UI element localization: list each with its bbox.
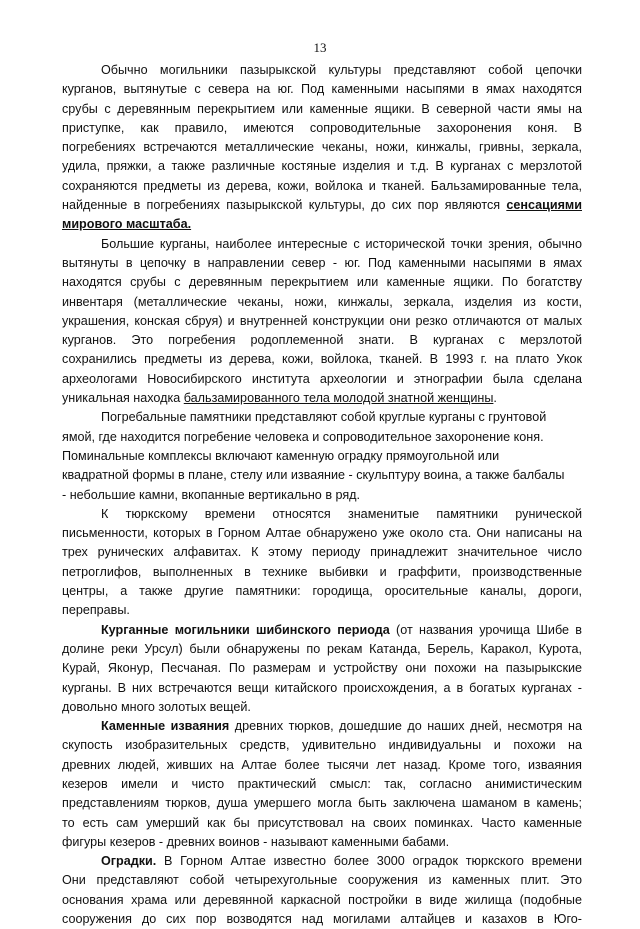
text-line: кезеров имели и чисто практический смысл: так, согласно анимистическим: [62, 776, 582, 791]
emphasis-mummy: бальзамированного тела молодой знатной женщины: [183, 391, 494, 406]
text-line: Курганные могильники шибинского периода (от названия урочища Шибе в: [101, 622, 582, 637]
text-line: Курай, Яконур, Песчаная. По размерам и устройству они похожи на пазырыкские: [62, 661, 582, 676]
text-line: древних людей, живших на Алтае более тысячи лет назад. Кроме того, изваяния: [62, 757, 582, 772]
text-line: [62, 215, 582, 234]
text-line: сохранились предметы из дерева, кожи, войлока, тканей. В 1993 г. на плато Укок: [62, 352, 582, 367]
text-line: археологами Новосибирского института археологии и этнографии была сделана: [62, 371, 582, 386]
text-line: петроглифов, выполненных в технике выбивки и граффити, производственные: [62, 564, 582, 579]
text-line: Оградки. В Горном Алтае известно более 3000 оградок тюркского времени: [101, 854, 582, 869]
text-line: центры, а также другие памятники: городища, оросительные каналы, дороги,: [62, 584, 582, 599]
text-line: приступке, как правило, имеются сопроводительные захоронения коня. В: [62, 120, 582, 135]
paragraph-enclosures: [62, 852, 582, 929]
text-line: представлениям тюрков, душа умершего могла быть заключена шаманом в камень;: [62, 796, 582, 811]
text-line: переправы.: [62, 603, 130, 618]
text-line: довольно много золотых вещей.: [62, 699, 251, 714]
paragraph-pazyryk-burials: [62, 61, 582, 235]
text-line: сохраняются предметы из дерева, кожи, войлока и тканей. Бальзамированные тела,: [62, 178, 582, 193]
text-line: срубы с деревянным перекрытием или каменные ящики. В северной части ямы на: [62, 101, 582, 116]
text-line: находятся срубы с деревянным перекрытием или каменные ящики. По богатству: [62, 275, 582, 290]
paragraph-burial-monuments: [62, 408, 582, 504]
term-stone-statues: Каменные изваяния: [101, 719, 230, 734]
text-line: вытянуты в цепочку в направлении север - юг. Под каменными насыпями в ямах: [62, 255, 582, 270]
text-line: трех рунических алфавитах. К этому периоду принадлежит значительное число: [62, 545, 582, 560]
page-body: [62, 61, 582, 929]
text-line: сооружения до сих пор возводятся над могилами алтайцев и казахов в Юго-: [62, 912, 582, 927]
term-shiba-kurgans: Курганные могильники шибинского периода: [101, 622, 390, 637]
text-line: квадратной формы в плане, стелу или изваяние - скульптуру воина, а также балбалы: [62, 468, 565, 483]
paragraph-large-kurgans: [62, 235, 582, 409]
text-line: курганов. Это погребения родоплеменной знати. В курганах с мерзлотой: [62, 333, 582, 348]
text-line: Погребальные памятники представляют собой круглые курганы с грунтовой: [101, 410, 547, 425]
text-line: основания храма или деревянной каркасной постройки в виде жилища (подобные: [62, 892, 582, 907]
paragraph-stone-statues: [62, 717, 582, 852]
paragraph-shiba-kurgans: [62, 621, 582, 717]
text-line: - небольшие камни, вкопанные вертикально в ряд.: [62, 487, 361, 502]
text-line: уникальная находка бальзамированного тела молодой знатной женщины.: [62, 391, 497, 406]
text-line: погребениях встречаются металлические чеканы, ножи, кинжалы, гривны, зеркала,: [62, 140, 582, 155]
text-line: Большие курганы, наиболее интересные с исторической точки зрения, обычно: [101, 236, 582, 251]
text-line: Обычно могильники пазырыкской культуры представляют собой цепочки: [101, 63, 582, 77]
text-line: письменности, которых в Горном Алтае обнаружено уже около ста. Они написаны на: [62, 526, 582, 541]
text-line: К тюркскому времени относятся знаменитые памятники рунической: [101, 506, 582, 521]
term-enclosures: Оградки.: [101, 854, 157, 869]
text-line: Они представляют собой четырехугольные сооружения из каменных плит. Это: [62, 873, 582, 888]
text-line: найденные в погребениях пазырыкской культуры, до сих пор являются сенсациями: [62, 198, 582, 213]
text-line: Поминальные комплексы включают каменную оградку прямоугольной или: [62, 448, 500, 463]
emphasis-world-scale: мирового масштаба.: [62, 217, 192, 232]
text-line: скупость изобразительных средств, удивительно индивидуальны и похожи на: [62, 738, 582, 753]
emphasis-sensations: сенсациями: [506, 198, 582, 213]
text-line: долине реки Урсул) были обнаружены по рекам Катанда, Берель, Каракол, Курота,: [62, 641, 582, 656]
text-line: украшения, конская сбруя) и внутренней конструкции они резко отличаются от малых: [62, 313, 582, 328]
text-line: ямой, где находится погребение человека и сопроводительное захоронение коня.: [62, 429, 544, 444]
text-line: курганов, вытянутые с севера на юг. Под каменными насыпями в ямах находятся: [62, 82, 582, 97]
text-line: инвентаря (металлические чеканы, ножи, кинжалы, зеркала, изделия из кости,: [62, 294, 582, 309]
paragraph-turkic-period: [62, 505, 582, 621]
text-line: курганы. В них встречаются вещи китайского происхождения, а в богатых курганах -: [62, 680, 582, 695]
text-line: удила, пряжки, а также различные костяные изделия и т.д. В курганах с мерзлотой: [62, 159, 582, 174]
text-line: фигуры кезеров - древних воинов - называют каменными бабами.: [62, 834, 450, 849]
text-line: то есть сам умерший как бы присутствовал на своих поминках. Часто каменные: [62, 815, 582, 830]
page-number: 13: [313, 40, 327, 55]
text-line: Каменные изваяния древних тюрков, дошедшие до наших дней, несмотря на: [101, 719, 583, 734]
